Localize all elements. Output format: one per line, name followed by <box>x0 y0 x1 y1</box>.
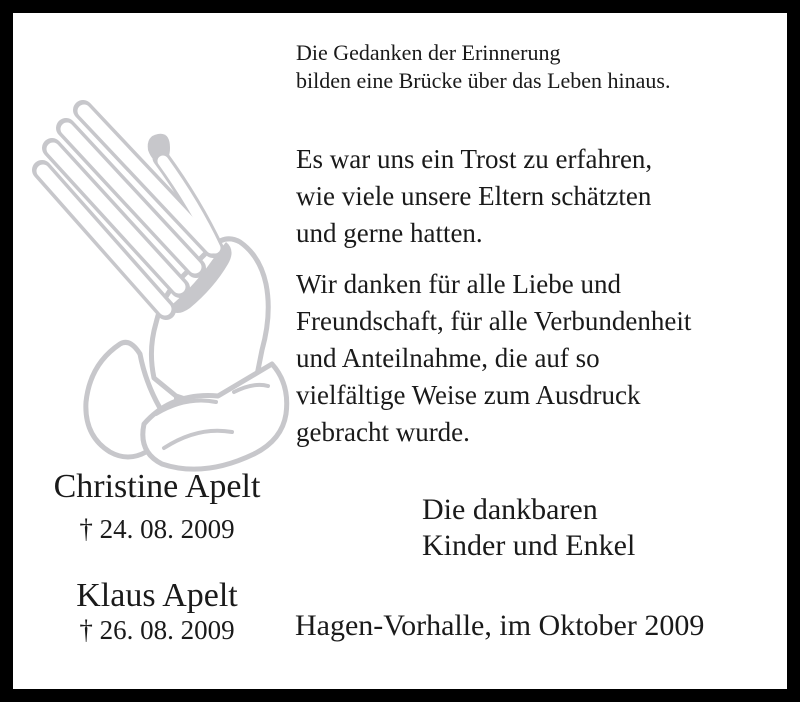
epigraph <box>296 39 670 95</box>
mourners-closing <box>422 492 635 564</box>
paragraph-line: wie viele unsere Eltern schätzten <box>296 181 652 211</box>
paragraph-line: Wir danken für alle Liebe und <box>296 269 622 299</box>
thanks-paragraph-2 <box>296 266 691 451</box>
thanks-paragraph-1 <box>296 141 652 252</box>
deceased-name-1: Christine Apelt <box>53 468 261 505</box>
deceased-death-date-1: † 24. 08. 2009 <box>79 514 235 544</box>
paragraph-line: vielfältige Weise zum Ausdruck <box>296 380 641 410</box>
praying-hands-icon <box>28 98 298 478</box>
paragraph-line: Freundschaft, für alle Verbundenheit <box>296 306 692 336</box>
deceased-death-date-2: † 26. 08. 2009 <box>79 615 235 645</box>
paragraph-line: und Anteilnahme, die auf so <box>296 343 600 373</box>
closing-line: Kinder und Enkel <box>422 529 636 562</box>
epigraph-line: bilden eine Brücke über das Leben hinaus. <box>296 68 671 93</box>
place-date-line: Hagen-Vorhalle, im Oktober 2009 <box>295 609 705 642</box>
epigraph-line: Die Gedanken der Erinnerung <box>296 40 561 65</box>
paragraph-line: gebracht wurde. <box>296 417 470 447</box>
paragraph-line: Es war uns ein Trost zu erfahren, <box>296 144 653 174</box>
closing-line: Die dankbaren <box>422 493 598 526</box>
deceased-name-2: Klaus Apelt <box>76 577 238 614</box>
paragraph-line: und gerne hatten. <box>296 218 483 248</box>
